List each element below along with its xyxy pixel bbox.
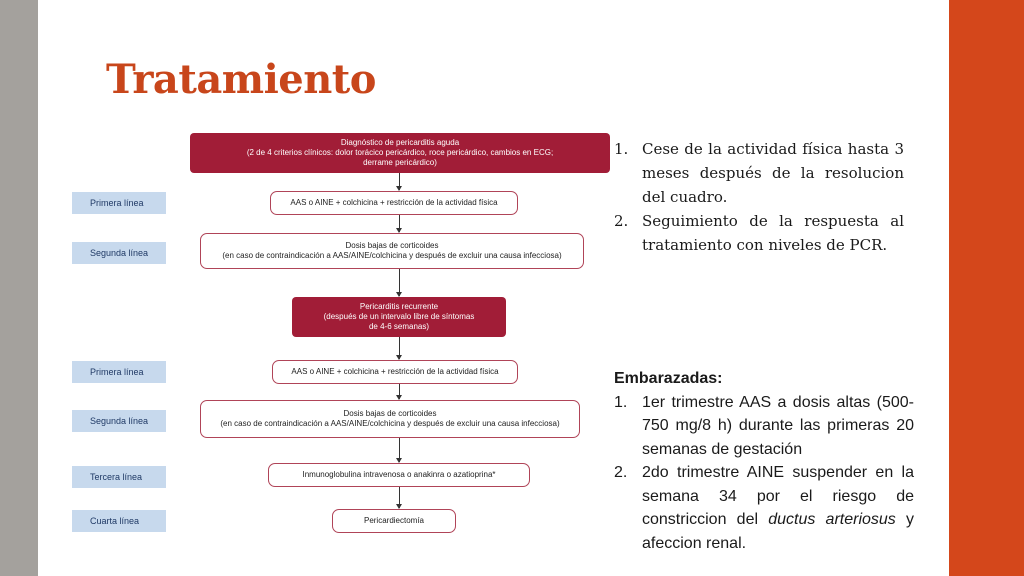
arrow (399, 438, 400, 462)
list-item (614, 461, 914, 555)
pregnancy-section (614, 367, 914, 555)
first-line-text: AAS o AINE + colchicina + restricción de la actividad física (290, 198, 498, 207)
first-line-label: Primera línea (72, 192, 166, 214)
list-item-number: 1. (614, 140, 629, 158)
third-line-node (268, 463, 530, 487)
recurrent-first-line-label: Primera línea (72, 361, 166, 383)
recurrent-sub-cont: de 4-6 semanas) (368, 322, 430, 331)
first-line-node (270, 191, 518, 215)
arrow (399, 487, 400, 508)
list-item (614, 137, 904, 209)
list-item-number: 2. (614, 212, 629, 230)
diagnosis-node (190, 133, 610, 173)
third-line-text: Inmunoglobulina intravenosa o anakinra o azatioprina* (302, 470, 496, 479)
item-text-part: y afeccion renal. (642, 511, 915, 552)
second-line-text: Dosis bajas de corticoides (345, 241, 439, 250)
third-line-label: Tercera línea (72, 466, 166, 488)
list-item-text: Seguimiento de la respuesta al tratamiento con niveles de PCR. (642, 212, 904, 254)
item-text-part: 2do trimestre AINE suspender en la semana 34 por el riesgo de constriccion del (642, 464, 914, 528)
second-line-sub: (en caso de contraindicación a AAS/AINE/colchicina y después de excluir una causa infecciosa) (222, 251, 562, 260)
recurrent-second-line-node (200, 400, 580, 438)
second-line-node (200, 233, 584, 269)
treatment-flowchart (68, 130, 604, 576)
list-item (614, 209, 904, 257)
recurrent-second-line-text: Dosis bajas de corticoides (343, 409, 437, 418)
recurrent-second-line-label: Segunda línea (72, 410, 166, 432)
list-item (614, 391, 914, 462)
list-item-text: 1er trimestre AAS a dosis altas (500-750 mg/8 h) durante las primeras 20 semanas de gestación (642, 393, 914, 458)
arrow (399, 215, 400, 232)
recurrent-first-line-node (272, 360, 518, 384)
fourth-line-text: Pericardiectomía (363, 516, 425, 525)
italic-term: ductus arteriosus (768, 511, 896, 528)
fourth-line-label: Cuarta línea (72, 510, 166, 532)
list-item-text: Cese de la actividad física hasta 3 meses después de la resolucion del cuadro. (642, 140, 904, 206)
second-line-label: Segunda línea (72, 242, 166, 264)
recurrent-second-line-sub: (en caso de contraindicación a AAS/AINE/colchicina y después de excluir una causa infecciosa) (220, 419, 560, 428)
list-item-number: 1. (614, 393, 628, 411)
list-item-number: 2. (614, 464, 628, 481)
fourth-line-node (332, 509, 456, 533)
pregnancy-heading: Embarazadas: (614, 370, 723, 387)
right-accent-bar (949, 0, 1024, 576)
diagnosis-criteria: (2 de 4 criterios clínicos: dolor torácico pericárdico, roce pericárdico, cambios en ECG; (246, 148, 554, 157)
list-item-text (642, 461, 914, 555)
arrow (399, 384, 400, 399)
slide-title: Tratamiento (106, 56, 376, 103)
arrow (399, 269, 400, 296)
recurrent-node (292, 297, 506, 337)
recurrent-title: Pericarditis recurrente (359, 302, 439, 311)
left-accent-bar (0, 0, 38, 576)
recurrent-first-line-text: AAS o AINE + colchicina + restricción de la actividad física (291, 367, 499, 376)
arrow (399, 173, 400, 190)
diagnosis-criteria-cont: derrame pericárdico) (363, 158, 437, 167)
recurrent-sub: (después de un intervalo libre de síntomas (323, 312, 475, 321)
diagnosis-title: Diagnóstico de pericarditis aguda (340, 138, 460, 147)
pregnancy-list (614, 391, 914, 556)
arrow (399, 337, 400, 359)
general-measures-list (614, 137, 904, 257)
